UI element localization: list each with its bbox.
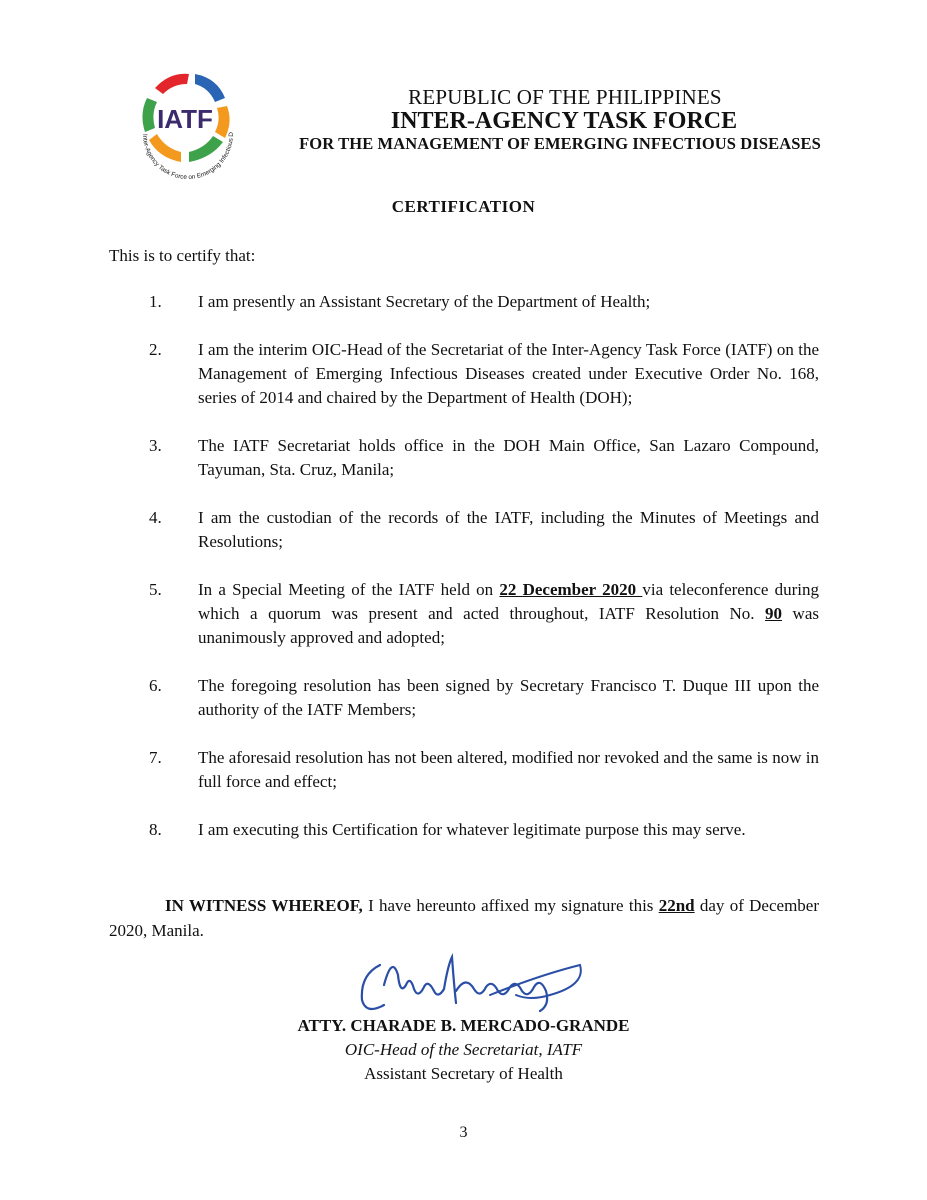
item-text: I am presently an Assistant Secretary of the Department of Health; <box>198 292 651 311</box>
witness-clause <box>109 893 819 943</box>
item-text: I am the custodian of the records of the IATF, including the Minutes of Meetings and Resolutions; <box>198 508 819 551</box>
witness-text: day of December 2020, Manila. <box>109 896 819 940</box>
page-number: 3 <box>459 1124 468 1141</box>
item-number: 5. <box>149 580 162 599</box>
item-text: I am executing this Certification for whatever legitimate purpose this may serve. <box>198 820 746 839</box>
signatory-name: ATTY. CHARADE B. MERCADO-GRANDE <box>297 1016 630 1035</box>
meeting-date: 22 December 2020 <box>499 580 643 599</box>
iatf-logo <box>125 62 247 184</box>
item-number: 7. <box>149 748 162 767</box>
list-item <box>109 290 819 314</box>
item-number: 6. <box>149 676 162 695</box>
item-text: was unanimously approved and adopted; <box>198 604 819 647</box>
letterhead-country: REPUBLIC OF THE PHILIPPINES <box>408 85 722 109</box>
letterhead-agency: INTER-AGENCY TASK FORCE <box>390 108 738 134</box>
item-number: 4. <box>149 508 162 527</box>
witness-day: 22nd <box>658 896 695 915</box>
handwritten-signature <box>340 945 590 1025</box>
signatory-role: OIC-Head of the Secretariat, IATF <box>344 1040 583 1059</box>
item-number: 3. <box>149 436 162 455</box>
list-item <box>109 818 819 842</box>
item-text: In a Special Meeting of the IATF held on <box>198 580 500 599</box>
list-item <box>109 338 819 410</box>
list-item <box>109 506 819 554</box>
logo-ring-text: Inter-Agency Task Force on Emerging Infectious D <box>140 132 236 182</box>
item-number: 2. <box>149 340 162 359</box>
document-title: CERTIFICATION <box>391 197 536 216</box>
item-number: 1. <box>149 292 162 311</box>
list-item <box>109 578 819 650</box>
item-text: The aforesaid resolution has not been altered, modified nor revoked and the same is now in full force and effect; <box>198 748 819 791</box>
signature-block <box>0 1014 927 1086</box>
item-text: I am the interim OIC-Head of the Secretariat of the Inter-Agency Task Force (IATF) on the Management of Emerging Infectious Diseases created under Executive Order No. 168, series of 2014 and chaired by the Department of Health (DOH); <box>198 340 819 407</box>
witness-text: I have hereunto affixed my signature this <box>362 896 659 915</box>
item-text: The IATF Secretariat holds office in the DOH Main Office, San Lazaro Compound, Tayuman, Sta. Cruz, Manila; <box>198 436 819 479</box>
letterhead <box>230 86 890 154</box>
letterhead-subtitle: FOR THE MANAGEMENT OF EMERGING INFECTIOUS DISEASES <box>299 134 821 153</box>
certification-items <box>109 290 819 866</box>
list-item <box>109 746 819 794</box>
item-text: via teleconference during which a quorum was present and acted throughout, IATF Resolution No. <box>198 580 820 623</box>
logo-wordmark: IATF <box>157 104 213 134</box>
item-number: 8. <box>149 820 162 839</box>
item-text: The foregoing resolution has been signed by Secretary Francisco T. Duque III upon the authority of the IATF Members; <box>198 676 819 719</box>
resolution-number: 90 <box>765 604 783 623</box>
intro-text: This is to certify that: <box>109 246 256 265</box>
witness-lead: IN WITNESS WHEREOF, <box>165 896 363 915</box>
signatory-title: Assistant Secretary of Health <box>364 1064 563 1083</box>
list-item <box>109 674 819 722</box>
list-item <box>109 434 819 482</box>
